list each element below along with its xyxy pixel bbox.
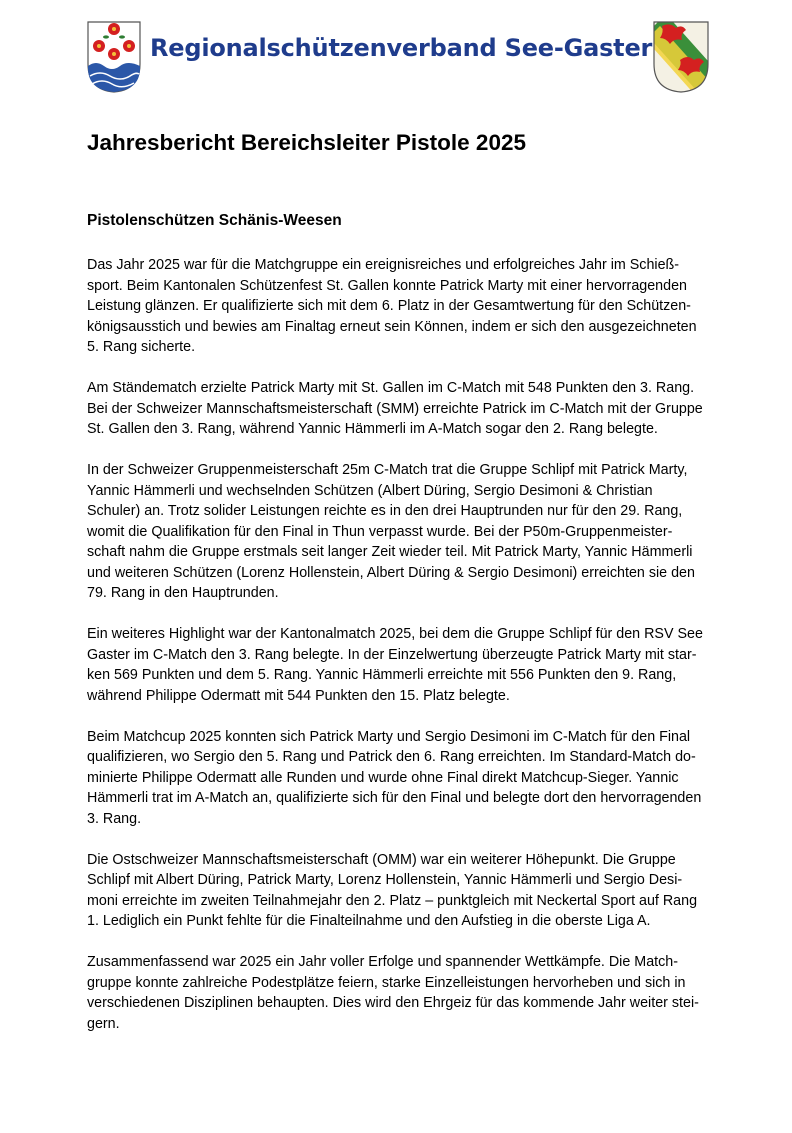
text-line: Bei der Schweizer Mannschaftsmeisterschaft (SMM) erreichte Patrick im C-Match mit der Gruppe [87,400,703,417]
organization-name: Regionalschützenverband See-Gaster [150,34,653,62]
lion-crest-icon [652,20,710,94]
text-line: Beim Matchcup 2025 konnten sich Patrick Marty und Sergio Desimoni im C-Match für den Final [87,728,691,745]
text-line: St. Gallen den 3. Rang, während Yannic Hämmerli im A-Match sogar den 2. Rang belegte. [87,421,658,437]
text-line: und weiteren Schützen (Lorenz Hollenstein, Albert Düring & Sergio Desimoni) erreichten sie den [87,564,695,581]
paragraph [87,460,767,604]
text-line: während Philippe Odermatt mit 544 Punkten den 15. Platz belegte. [87,687,510,704]
text-line: gern. [87,1015,120,1032]
text-line: 3. Rang. [87,810,142,827]
paragraph [87,727,767,830]
text-line: Zusammenfassend war 2025 ein Jahr voller Erfolge und spannender Wettkämpfe. Die Match- [87,954,678,970]
text-line: 1. Lediglich ein Punkt fehlte für die Finalteilnahme und den Aufstieg in die oberste Liga A. [87,913,651,929]
text-line: womit die Qualifikation für den Final in Thun verpasst wurde. Bei der P50m-Gruppenmeister- [87,523,673,540]
text-line: Hämmerli trat im A-Match an, qualifizierte sich für den Final und belegte dort den hervorragenden [87,790,702,806]
text-line: Am Ständematch erzielte Patrick Marty mit St. Gallen im C-Match mit 548 Punkten den 3. Rang. [87,380,695,396]
text-line: Ein weiteres Highlight war der Kantonalmatch 2025, bei dem die Gruppe Schlipf für den RSV See [87,626,703,642]
text-line: minierte Philippe Odermatt alle Runden und wurde ohne Final direkt Matchcup-Sieger. Yannic [87,769,679,786]
roses-lake-crest-icon [86,20,142,94]
paragraph [87,850,767,932]
report-body [87,255,767,1055]
text-line: ken 569 Punkten und dem 5. Rang. Yannic Hämmerli erreichte mit 556 Punkten den 9. Rang, [87,667,677,683]
paragraph [87,378,767,440]
document-title: Jahresbericht Bereichsleiter Pistole 2025 [87,130,526,155]
text-line: Yannic Hämmerli und wechselnden Schützen (Albert Düring, Sergio Desimoni & Christian [87,482,653,499]
section-heading: Pistolenschützen Schänis-Weesen [87,212,342,229]
text-line: schaft nahm die Gruppe erstmals seit langer Zeit wieder teil. Mit Patrick Marty, Yannic Hämmerli [87,544,693,560]
text-line: moni erreichte im zweiten Teilnahmejahr den 2. Platz – punktgleich mit Neckertal Sport auf Rang [87,892,698,909]
text-line: gruppe konnte zahlreiche Podestplätze feiern, starke Einzelleistungen hervorheben und sich in [87,974,686,991]
text-line: Die Ostschweizer Mannschaftsmeisterschaft (OMM) war ein weiterer Höhepunkt. Die Gruppe [87,851,676,868]
text-line: Leistung glänzen. Er qualifizierte sich mit dem 6. Platz in der Gesamtwertung für den Schützen- [87,298,691,314]
text-line: königsausstich und bewies am Finaltag erneut sein Können, indem er sich den ausgezeichneten [87,318,697,335]
text-line: verschiedenen Disziplinen behaupten. Dies wird den Ehrgeiz für das kommende Jahr weiter stei- [87,995,699,1011]
text-line: 5. Rang sicherte. [87,339,196,355]
paragraph [87,624,767,706]
letterhead [0,0,792,110]
text-line: Schuler) an. Trotz solider Leistungen reichte es in den drei Hauptrunden nur für den 29. Rang, [87,503,683,519]
text-line: sport. Beim Kantonalen Schützenfest St. Gallen konnte Patrick Marty mit einer hervorragenden [87,277,687,294]
text-line: Schlipf mit Albert Düring, Patrick Marty, Lorenz Hollenstein, Yannic Hämmerli und Sergio Desi- [87,872,683,888]
paragraph [87,952,767,1034]
text-line: qualifizieren, wo Sergio den 5. Rang und Patrick den 6. Rang erreichten. Im Standard-Match do- [87,749,696,765]
text-line: Gaster im C-Match den 3. Rang belegte. In der Einzelwertung überzeugte Patrick Marty mit star- [87,646,697,663]
paragraph [87,255,767,358]
text-line: Das Jahr 2025 war für die Matchgruppe ein ereignisreiches und erfolgreiches Jahr im Schieß- [87,257,680,273]
text-line: In der Schweizer Gruppenmeisterschaft 25m C-Match trat die Gruppe Schlipf mit Patrick Marty, [87,462,688,478]
text-line: 79. Rang in den Hauptrunden. [87,585,279,601]
